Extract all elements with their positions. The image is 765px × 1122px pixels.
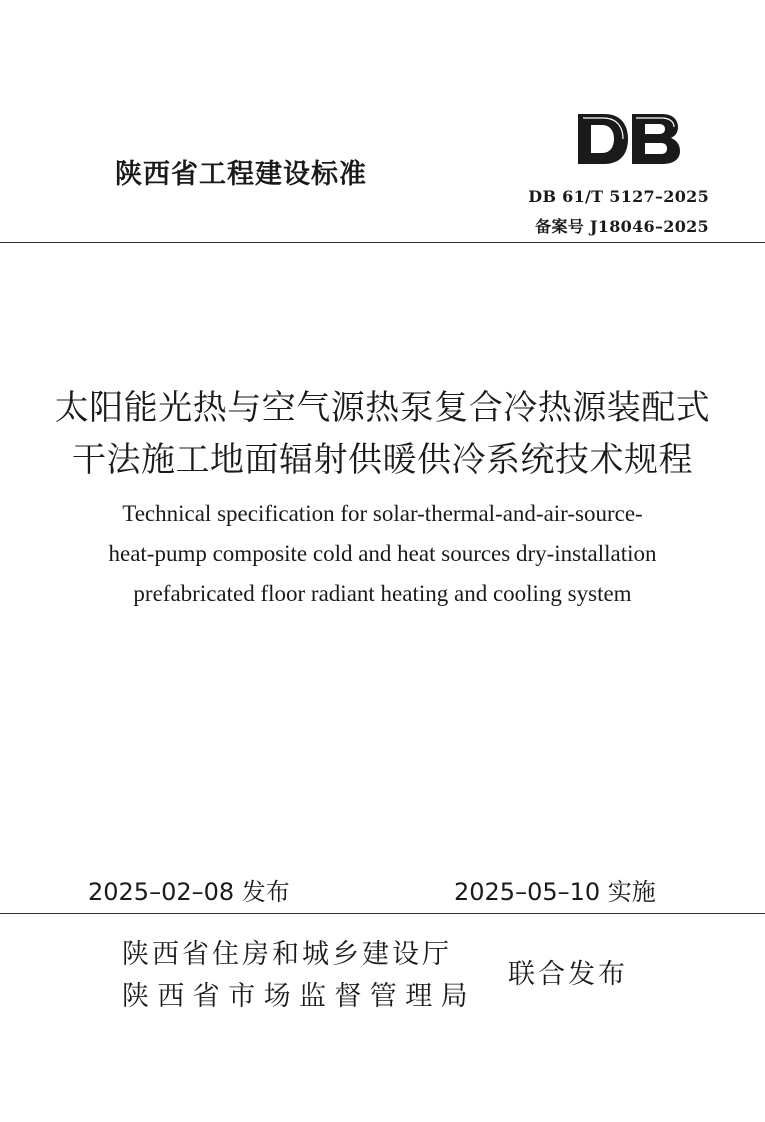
issuer-housing-department: 陕西省住房和城乡建设厅	[122, 939, 452, 970]
issue-date: 2025–02–08 发布	[88, 878, 290, 906]
joint-release-label: 联合发布	[508, 959, 628, 990]
title-en-line-2: heat-pump composite cold and heat sources dry-installation	[108, 541, 657, 566]
record-number: 备案号 J18046–2025	[535, 217, 709, 236]
footer-divider	[0, 913, 765, 914]
title-cn-line-2: 干法施工地面辐射供暖供冷系统技术规程	[72, 440, 693, 480]
issuer-market-supervision: 陕西省市场监督管理局	[122, 981, 476, 1012]
title-en-line-1: Technical specification for solar-thermal-and-air-source-	[122, 501, 643, 526]
header-divider	[0, 242, 765, 243]
title-cn-line-1: 太阳能光热与空气源热泵复合冷热源装配式	[54, 388, 711, 428]
effective-date: 2025–05–10 实施	[454, 878, 656, 906]
standard-code: DB 61/T 5127–2025	[528, 187, 709, 206]
standard-series-title: 陕西省工程建设标准	[115, 159, 367, 190]
db-logo	[574, 112, 682, 166]
title-en-line-3: prefabricated floor radiant heating and cooling system	[133, 581, 632, 606]
